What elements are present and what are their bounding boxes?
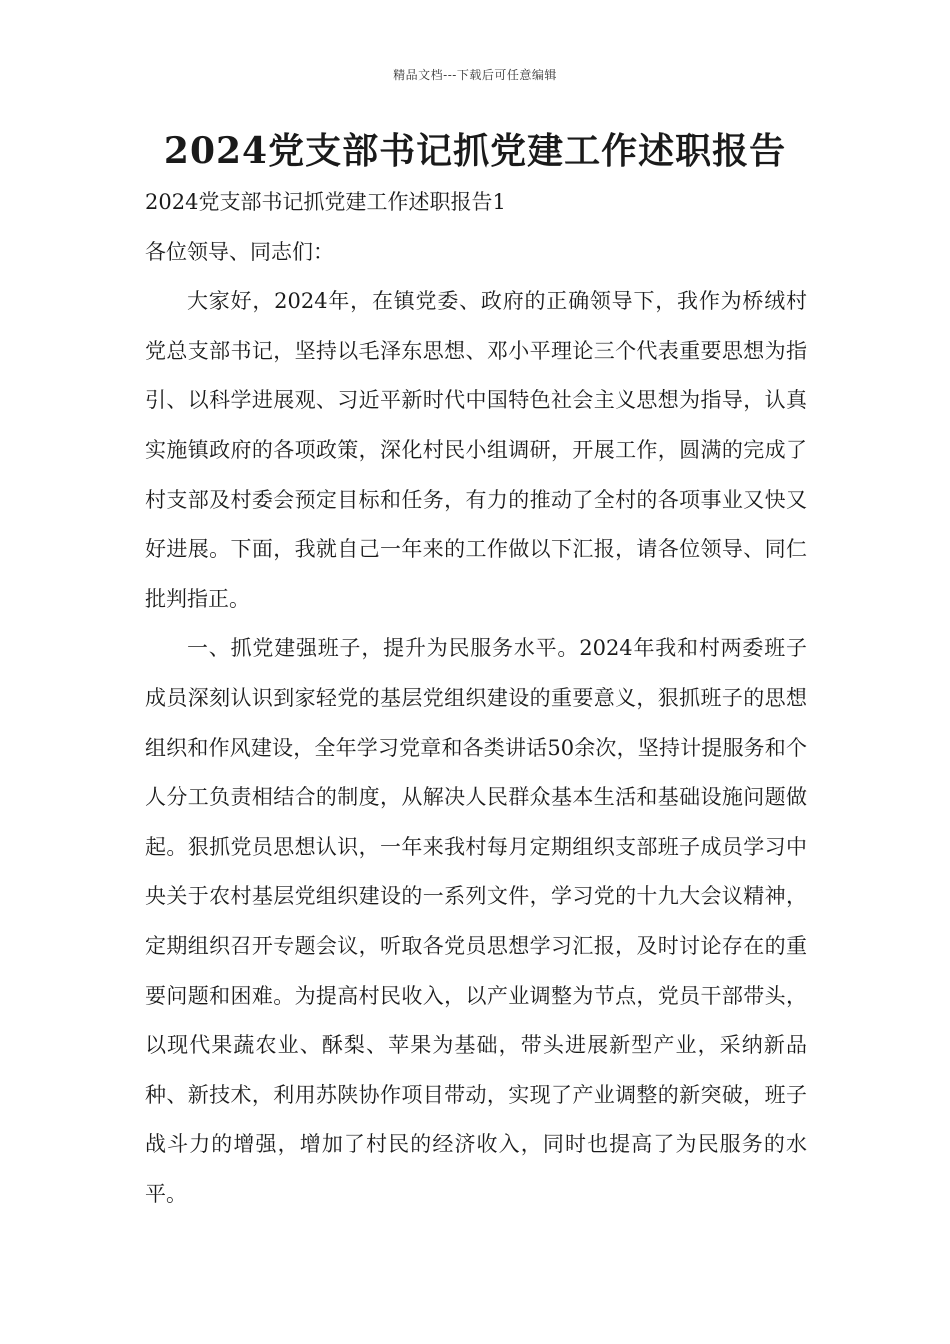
subtitle: 2024党支部书记抓党建工作述职报告1	[145, 190, 506, 214]
salutation: 各位领导、同志们：	[145, 239, 334, 264]
paragraph-intro: 大家好，2024年，在镇党委、政府的正确领导下，我作为桥绒村党总支部书记，坚持以毛泽东思想、邓小平理论三个代表重要思想为指引、以科学进展观、习近平新时代中国特色社会主义思想为指导，认真实施镇政府的各项政策，深化村民小组调研，开展工作，圆满的完成了村支部及村委会预定目标和任务，有力的推动了全村的各项事业又快又好进展。下面，我就自己一年来的工作做以下汇报，请各位领导、同仁批判指正。	[145, 289, 807, 611]
header-note: 精品文档---下载后可任意编辑	[393, 68, 557, 82]
document-title: 2024党支部书记抓党建工作述职报告	[163, 130, 787, 172]
document-body	[145, 178, 807, 1219]
paragraph-section-1: 一、抓党建强班子，提升为民服务水平。2024年我和村两委班子成员深刻认识到家轻党的基层党组织建设的重要意义，狠抓班子的思想组织和作风建设，全年学习党章和各类讲话50余次，坚持计提服务和个人分工负责相结合的制度，从解决人民群众基本生活和基础设施问题做起。狠抓党员思想认识，一年来我村每月定期组织支部班子成员学习中央关于农村基层党组织建设的一系列文件，学习党的十九大会议精神，定期组织召开专题会议，听取各党员思想学习汇报，及时讨论存在的重要问题和困难。为提高村民收入，以产业调整为节点，党员干部带头，以现代果蔬农业、酥梨、苹果为基础，带头进展新型产业，采纳新品种、新技术，利用苏陕协作项目带动，实现了产业调整的新突破，班子战斗力的增强，增加了村民的经济收入，同时也提高了为民服务的水平。	[145, 636, 807, 1206]
